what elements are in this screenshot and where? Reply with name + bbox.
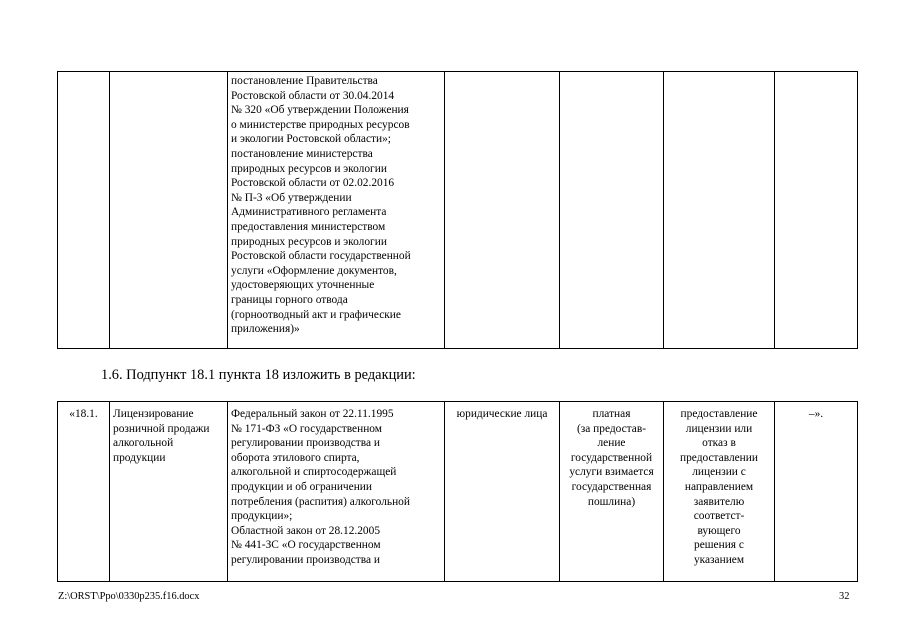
amendment-heading: 1.6. Подпункт 18.1 пункта 18 изложить в редакции: bbox=[101, 367, 416, 383]
cell-number bbox=[58, 72, 110, 349]
cell-end: –». bbox=[775, 402, 858, 582]
cell-applicants: юридические лица bbox=[445, 402, 560, 582]
table-row bbox=[58, 402, 858, 582]
cell-end bbox=[775, 72, 858, 349]
cell-service: Лицензирование розничной продажи алкогольной продукции bbox=[110, 402, 228, 582]
cell-number: «18.1. bbox=[58, 402, 110, 582]
footer-page-number: 32 bbox=[839, 591, 850, 602]
footer-file-path: Z:\ORST\Ppo\0330p235.f16.docx bbox=[58, 591, 200, 602]
cell-payment: платная (за предостав- ление государственной услуги взимается государственная пошлина) bbox=[560, 402, 664, 582]
cell-legal-acts: Федеральный закон от 22.11.1995 № 171-ФЗ «О государственном регулировании производства и оборота этилового спирта, алкогольной и спиртосодержащей продукции и об ограничении потребления (распития) алкогольной продукции»; Областной закон от 28.12.2005 № 441-ЗС «О государственном регулировании производства и bbox=[228, 402, 445, 582]
cell-payment bbox=[560, 72, 664, 349]
continued-table bbox=[57, 71, 858, 349]
cell-service bbox=[110, 72, 228, 349]
cell-applicants bbox=[445, 72, 560, 349]
table-row bbox=[58, 72, 858, 349]
amendment-table bbox=[57, 401, 858, 582]
cell-legal-acts: постановление Правительства Ростовской области от 30.04.2014 № 320 «Об утверждении Положения о министерстве природных ресурсов и экологии Ростовской области»; постановление министерства природных ресурсов и экологии Ростовской области от 02.02.2016 № П-3 «Об утверждении Административного регламента предоставления министерством природных ресурсов и экологии Ростовской области государственной услуги «Оформление документов, удостоверяющих уточненные границы горного отвода (горноотводный акт и графические приложения)» bbox=[228, 72, 445, 349]
cell-result: предоставление лицензии или отказ в предоставлении лицензии с направлением заявителю соответст- вующего решения с указанием bbox=[664, 402, 775, 582]
cell-result bbox=[664, 72, 775, 349]
